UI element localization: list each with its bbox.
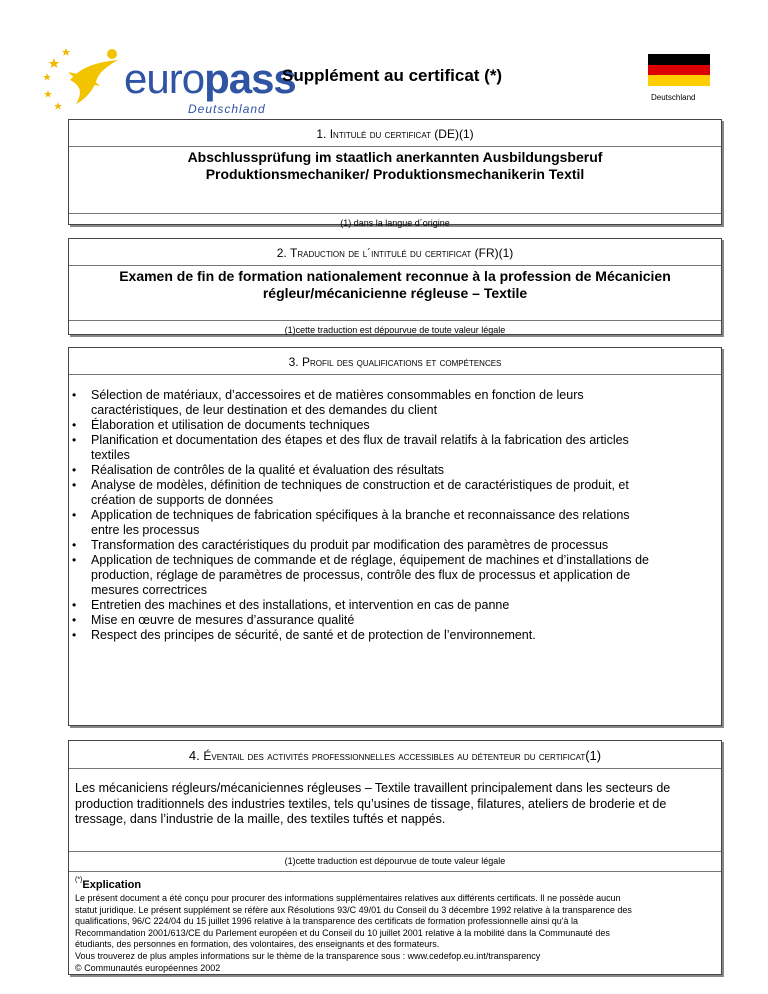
explication-title: Explication (82, 879, 142, 891)
list-item: • Élaboration et utilisation de documents techniques (72, 418, 721, 433)
list-item: • Réalisation de contrôles de la qualité et évaluation des résultats (72, 463, 721, 478)
list-item: • Mise en œuvre de mesures d’assurance qualité (72, 613, 721, 628)
flag-stripe-red (648, 65, 710, 76)
section-3-divider (69, 374, 721, 375)
section-1-footnote: (1) dans la langue d´origine (340, 218, 450, 228)
list-item: • Entretien des machines et des installations, et intervention en cas de panne (72, 598, 721, 613)
list-item: • Sélection de matériaux, d’accessoires et de matières consommables en fonction de leurs caractéristiques, de leur destination et des demandes du client (72, 388, 721, 418)
europass-country-label: Deutschland (188, 102, 266, 116)
footnote-marker: (*) (75, 876, 83, 884)
section-4-heading: 4. Éventail des activités professionnelles accessibles au détenteur du certificat(1) (188, 748, 602, 763)
section-1-box (68, 119, 722, 228)
certificate-title-original: Abschlussprüfung im staatlich anerkannten Ausbildungsberuf Produktionsmechaniker/ Produktionsmechanikerin Textil (187, 149, 603, 182)
explication-block (69, 872, 721, 974)
section-3-heading: 3. Profil des qualifications et compétences (288, 355, 502, 369)
list-item: • Application de techniques de fabrication spécifiques à la branche et reconnaissance des relations entre les processus (72, 508, 721, 538)
section-2-footnote: (1)cette traduction est dépourvue de toute valeur légale (284, 325, 506, 335)
list-item: • Application de techniques de commande et de réglage, équipement de machines et d’installations de production, réglage de paramètres de processus, contrôle des flux de processus et application de mesures correctrices (72, 553, 721, 598)
section-2-box (68, 238, 722, 335)
section-3-box (68, 347, 722, 726)
competence-list (72, 388, 721, 643)
section-4-box (68, 740, 722, 975)
europass-figure-icon (38, 40, 138, 120)
list-item: • Analyse de modèles, définition de techniques de construction et de caractéristiques de produit, et création de supports de données (72, 478, 721, 508)
list-item: • Planification et documentation des étapes et des flux de travail relatifs à la fabrication des articles textiles (72, 433, 721, 463)
section-1-heading: 1. Intitulé du certificat (DE)(1) (316, 127, 474, 141)
activities-paragraph: Les mécaniciens régleurs/mécaniciennes régleuses – Textile travaillent principalement dans les secteurs de production traditionnels des industries textiles, tels qu’usines de tissage, filatures, ateliers de broderie et de tressage, dans l’industrie de la maille, des textiles tuftés et nappés. (75, 781, 671, 826)
german-flag-icon (648, 54, 710, 86)
section-2-heading: 2. Traduction de l´intitulé du certificat (FR)(1) (276, 246, 514, 260)
list-item: • Respect des principes de sécurité, de santé et de protection de l’environnement. (72, 628, 721, 643)
explication-text: Le présent document a été conçu pour procurer des informations supplémentaires relatives aux différents certificats. Il ne possède aucun statut juridique. Le présent supplément se réfère aux Résolutions 93/C 49/01 du Conseil du 3 décembre 1992 relative à la transparence des qualifications, 96/C 224/04 du 15 juillet 1996 relative à la transparence des certificats de formation professionnelle ainsi qu'à la Recommandation 2001/613/CE du Parlement européen et du Conseil du 10 juillet 2001 relative à la mobilité dans la Communauté des étudiants, des personnes en formation, des volontaires, des enseignants et des formateurs. Vous trouverez de plus amples informations sur le thème de la transparence sous : www.cedefop.eu.int/transparency © Communautés européennes 2002 (75, 893, 632, 973)
flag-stripe-black (648, 54, 710, 65)
certificate-title-translation: Examen de fin de formation nationalement reconnue à la profession de Mécanicien régleur/mécanicienne régleuse – Textile (119, 268, 671, 301)
document-title: Supplément au certificat (*) (282, 66, 503, 85)
flag-country-label: Deutschland (651, 93, 696, 102)
europass-logo (38, 40, 296, 120)
section-4-footnote: (1)cette traduction est dépourvue de toute valeur légale (284, 856, 506, 866)
flag-stripe-gold (648, 75, 710, 86)
europass-wordmark: europass (124, 55, 296, 102)
list-item: • Transformation des caractéristiques du produit par modification des paramètres de processus (72, 538, 721, 553)
